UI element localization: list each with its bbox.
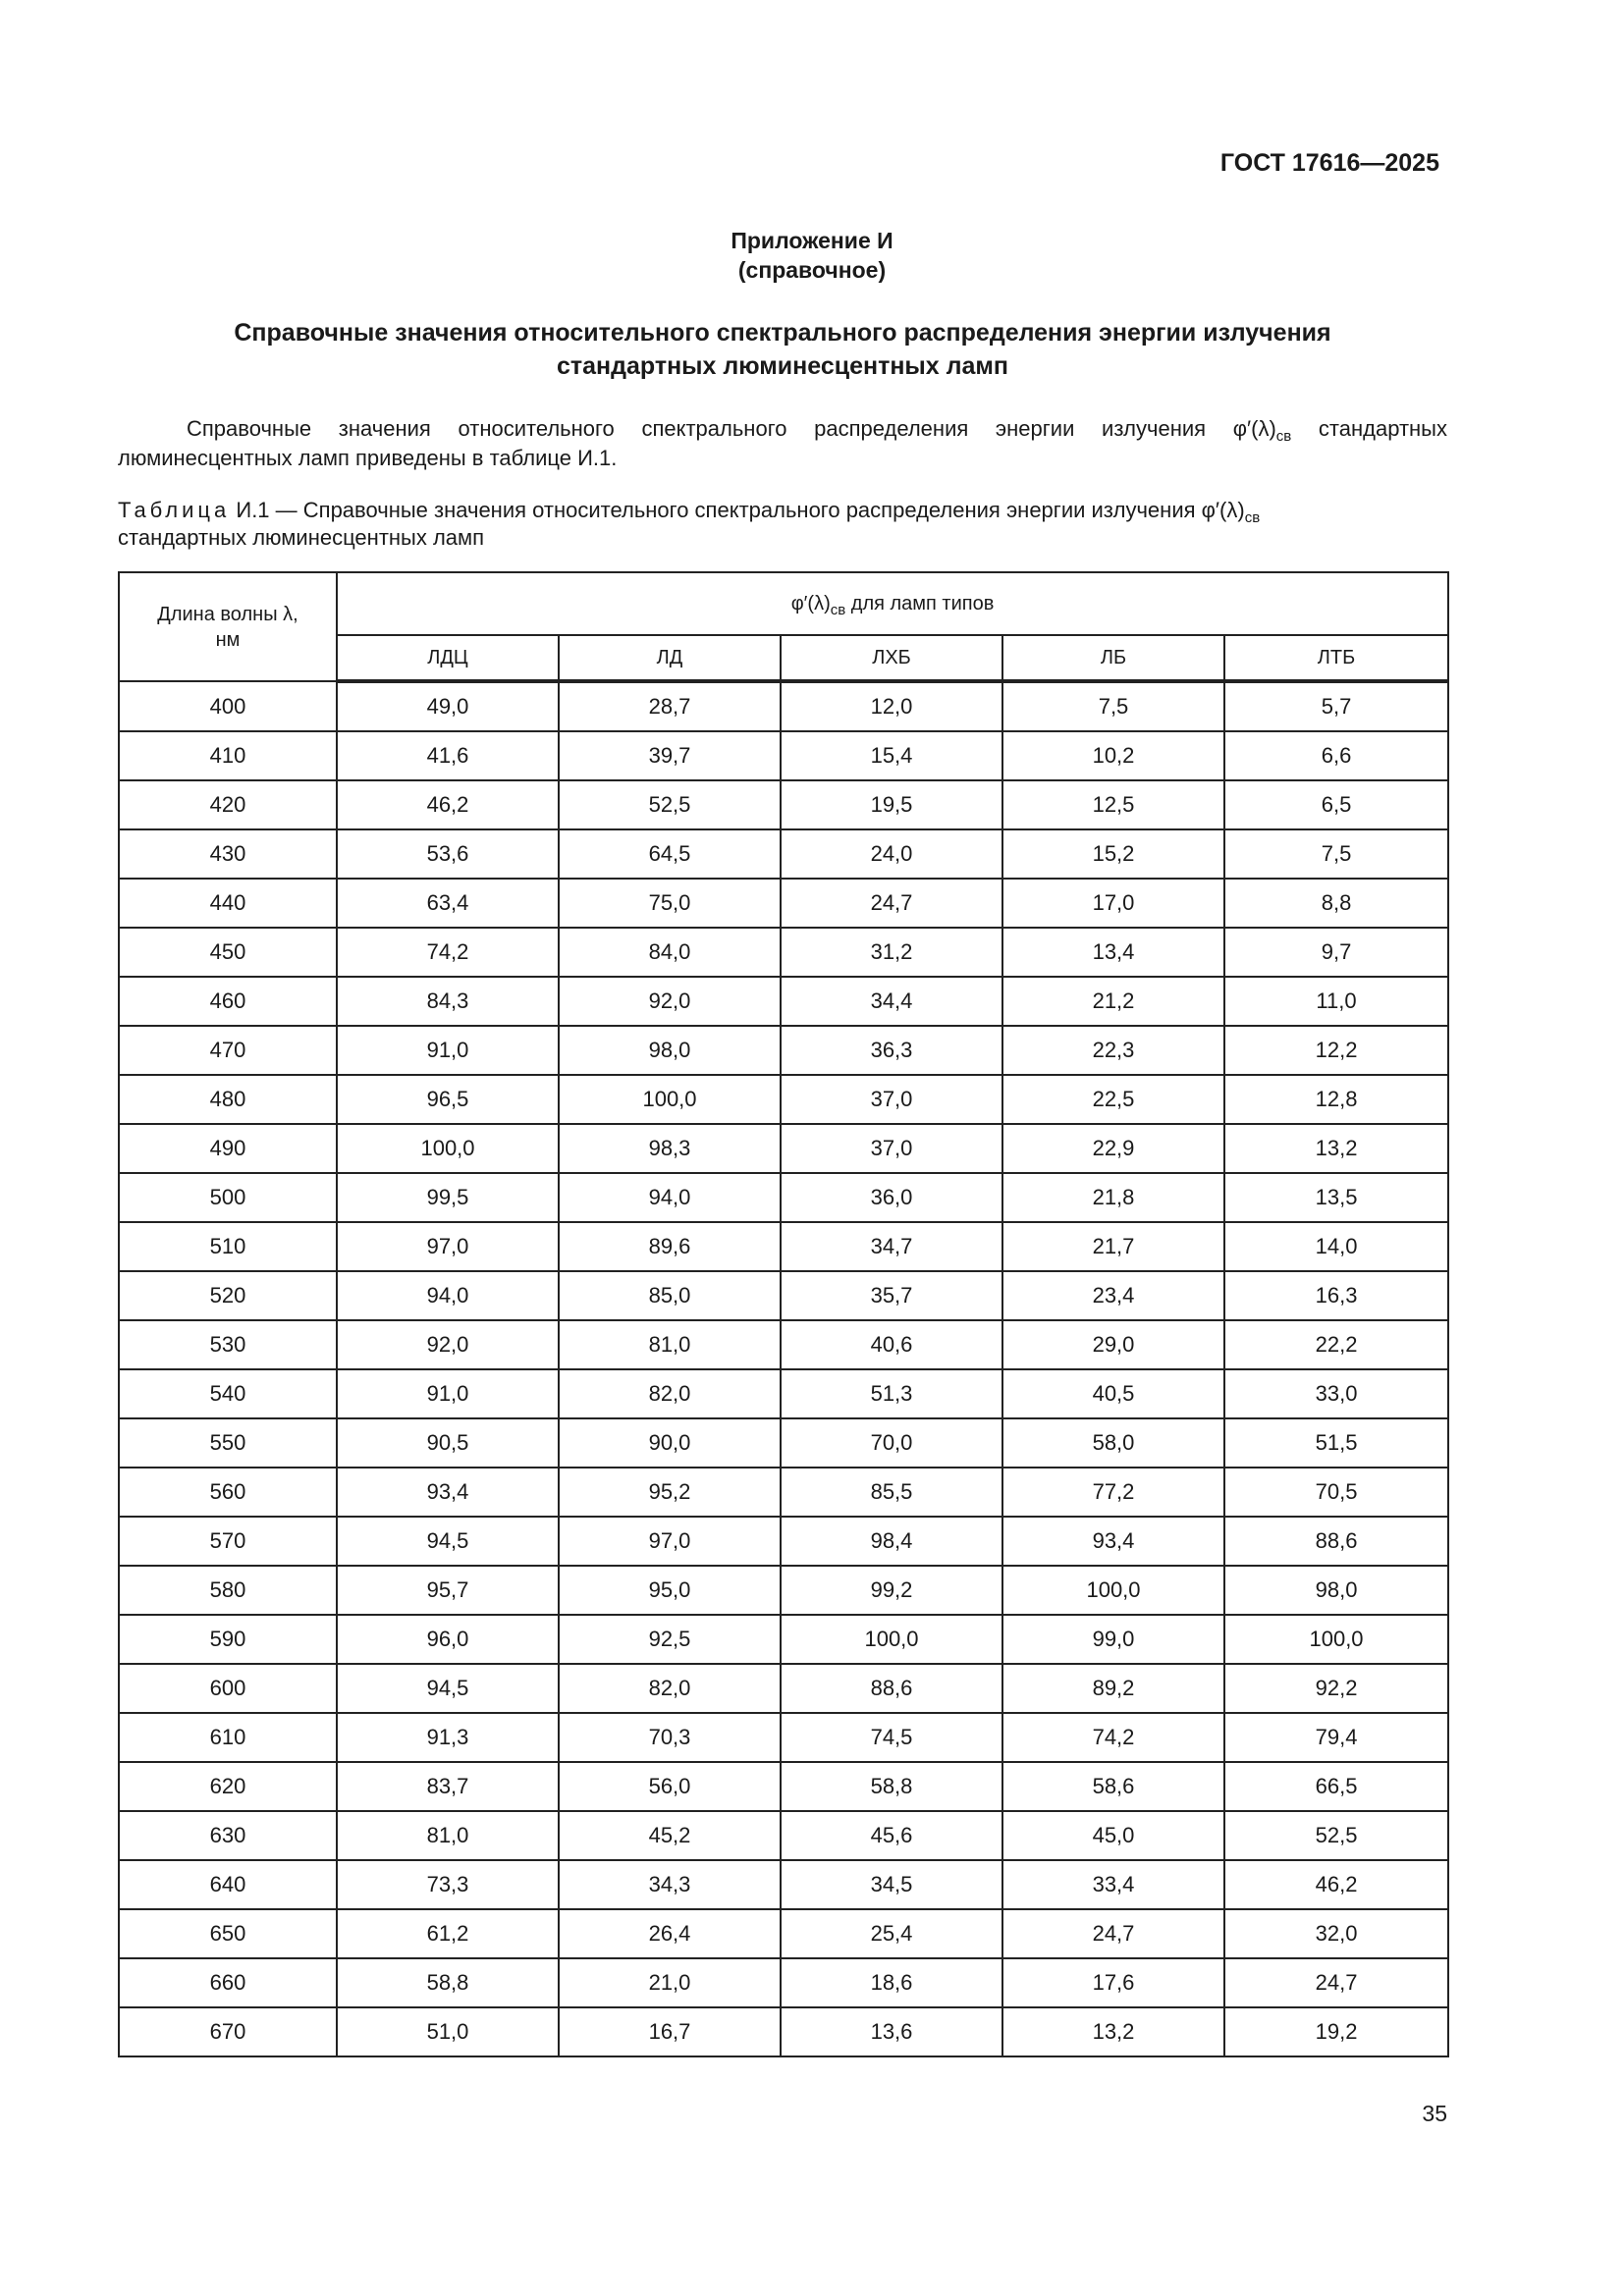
value-cell: 91,0 — [337, 1026, 559, 1075]
value-cell: 63,4 — [337, 879, 559, 928]
caption-text: И.1 — Справочные значения относительного спектрального распределения энергии излучения — [230, 498, 1202, 522]
value-cell: 93,4 — [337, 1468, 559, 1517]
table-row — [119, 1615, 1448, 1664]
value-cell: 85,5 — [781, 1468, 1002, 1517]
table-row — [119, 1811, 1448, 1860]
value-cell: 98,0 — [559, 1026, 781, 1075]
appendix-heading — [0, 226, 1624, 285]
value-cell: 17,0 — [1002, 879, 1224, 928]
value-cell: 94,0 — [337, 1271, 559, 1320]
value-cell: 21,0 — [559, 1958, 781, 2007]
value-cell: 58,8 — [781, 1762, 1002, 1811]
table-row — [119, 977, 1448, 1026]
intro-text-2: стандартных люминесцентных ламп приведены в таблице И.1. — [118, 416, 1447, 470]
intro-paragraph — [118, 414, 1447, 473]
table-row — [119, 1468, 1448, 1517]
wavelength-cell: 530 — [119, 1320, 337, 1369]
value-cell: 35,7 — [781, 1271, 1002, 1320]
value-cell: 98,0 — [1224, 1566, 1448, 1615]
table-row — [119, 1566, 1448, 1615]
value-cell: 51,5 — [1224, 1418, 1448, 1468]
value-cell: 77,2 — [1002, 1468, 1224, 1517]
value-cell: 8,8 — [1224, 879, 1448, 928]
value-cell: 92,0 — [337, 1320, 559, 1369]
wavelength-cell: 480 — [119, 1075, 337, 1124]
wavelength-cell: 510 — [119, 1222, 337, 1271]
wavelength-cell: 450 — [119, 928, 337, 977]
value-cell: 10,2 — [1002, 731, 1224, 780]
value-cell: 31,2 — [781, 928, 1002, 977]
wavelength-cell: 490 — [119, 1124, 337, 1173]
value-cell: 29,0 — [1002, 1320, 1224, 1369]
value-cell: 100,0 — [1224, 1615, 1448, 1664]
value-cell: 11,0 — [1224, 977, 1448, 1026]
spectral-table — [118, 571, 1449, 2057]
wavelength-cell: 580 — [119, 1566, 337, 1615]
value-cell: 100,0 — [781, 1615, 1002, 1664]
lamp-type-header: ЛБ — [1002, 635, 1224, 681]
value-cell: 70,3 — [559, 1713, 781, 1762]
value-cell: 74,2 — [337, 928, 559, 977]
wavelength-cell: 500 — [119, 1173, 337, 1222]
intro-symbol-sub: св — [1275, 428, 1292, 445]
wavelength-cell: 550 — [119, 1418, 337, 1468]
wavelength-header — [119, 572, 337, 681]
value-cell: 24,0 — [781, 829, 1002, 879]
value-cell: 34,7 — [781, 1222, 1002, 1271]
value-cell: 5,7 — [1224, 681, 1448, 731]
value-cell: 52,5 — [1224, 1811, 1448, 1860]
value-cell: 16,7 — [559, 2007, 781, 2056]
value-cell: 94,5 — [337, 1517, 559, 1566]
value-cell: 12,0 — [781, 681, 1002, 731]
value-cell: 15,2 — [1002, 829, 1224, 879]
wavelength-cell: 610 — [119, 1713, 337, 1762]
value-cell: 13,2 — [1224, 1124, 1448, 1173]
value-cell: 92,2 — [1224, 1664, 1448, 1713]
lamp-group-header — [337, 572, 1448, 635]
value-cell: 90,5 — [337, 1418, 559, 1468]
table-row — [119, 731, 1448, 780]
lamp-type-header: ЛД — [559, 635, 781, 681]
table-row — [119, 1173, 1448, 1222]
table-row — [119, 681, 1448, 731]
value-cell: 51,0 — [337, 2007, 559, 2056]
value-cell: 40,6 — [781, 1320, 1002, 1369]
table-caption — [118, 497, 1447, 552]
value-cell: 6,6 — [1224, 731, 1448, 780]
value-cell: 96,0 — [337, 1615, 559, 1664]
value-cell: 100,0 — [559, 1075, 781, 1124]
value-cell: 36,3 — [781, 1026, 1002, 1075]
value-cell: 13,6 — [781, 2007, 1002, 2056]
value-cell: 93,4 — [1002, 1517, 1224, 1566]
table-row — [119, 1664, 1448, 1713]
value-cell: 82,0 — [559, 1664, 781, 1713]
value-cell: 52,5 — [559, 780, 781, 829]
wavelength-cell: 440 — [119, 879, 337, 928]
table-row — [119, 1369, 1448, 1418]
value-cell: 22,5 — [1002, 1075, 1224, 1124]
wavelength-header-line1: Длина волны λ, — [157, 603, 298, 625]
value-cell: 73,3 — [337, 1860, 559, 1909]
value-cell: 75,0 — [559, 879, 781, 928]
value-cell: 21,7 — [1002, 1222, 1224, 1271]
value-cell: 36,0 — [781, 1173, 1002, 1222]
value-cell: 81,0 — [559, 1320, 781, 1369]
wavelength-cell: 520 — [119, 1271, 337, 1320]
caption-word: Таблица — [118, 498, 231, 522]
value-cell: 58,8 — [337, 1958, 559, 2007]
value-cell: 84,0 — [559, 928, 781, 977]
value-cell: 91,0 — [337, 1369, 559, 1418]
value-cell: 22,9 — [1002, 1124, 1224, 1173]
table-row — [119, 1860, 1448, 1909]
value-cell: 84,3 — [337, 977, 559, 1026]
wavelength-cell: 660 — [119, 1958, 337, 2007]
value-cell: 92,0 — [559, 977, 781, 1026]
value-cell: 34,5 — [781, 1860, 1002, 1909]
value-cell: 7,5 — [1002, 681, 1224, 731]
title-line-2: стандартных люминесцентных ламп — [556, 352, 1009, 380]
wavelength-cell: 560 — [119, 1468, 337, 1517]
value-cell: 9,7 — [1224, 928, 1448, 977]
value-cell: 21,8 — [1002, 1173, 1224, 1222]
value-cell: 92,5 — [559, 1615, 781, 1664]
wavelength-cell: 590 — [119, 1615, 337, 1664]
value-cell: 46,2 — [337, 780, 559, 829]
table-row — [119, 1762, 1448, 1811]
table-row — [119, 1958, 1448, 2007]
value-cell: 97,0 — [559, 1517, 781, 1566]
value-cell: 33,0 — [1224, 1369, 1448, 1418]
value-cell: 24,7 — [1224, 1958, 1448, 2007]
value-cell: 99,0 — [1002, 1615, 1224, 1664]
value-cell: 22,2 — [1224, 1320, 1448, 1369]
value-cell: 74,5 — [781, 1713, 1002, 1762]
value-cell: 17,6 — [1002, 1958, 1224, 2007]
table-row — [119, 1124, 1448, 1173]
value-cell: 49,0 — [337, 681, 559, 731]
value-cell: 33,4 — [1002, 1860, 1224, 1909]
table-row — [119, 2007, 1448, 2056]
value-cell: 95,2 — [559, 1468, 781, 1517]
value-cell: 40,5 — [1002, 1369, 1224, 1418]
value-cell: 14,0 — [1224, 1222, 1448, 1271]
title-line-1: Справочные значения относительного спектрального распределения энергии излучения — [234, 319, 1331, 347]
wavelength-cell: 540 — [119, 1369, 337, 1418]
value-cell: 13,2 — [1002, 2007, 1224, 2056]
value-cell: 95,7 — [337, 1566, 559, 1615]
value-cell: 39,7 — [559, 731, 781, 780]
value-cell: 100,0 — [337, 1124, 559, 1173]
group-symbol: φ′(λ) — [790, 592, 831, 614]
table-row — [119, 1271, 1448, 1320]
value-cell: 89,6 — [559, 1222, 781, 1271]
value-cell: 34,4 — [781, 977, 1002, 1026]
table-row — [119, 780, 1448, 829]
value-cell: 12,5 — [1002, 780, 1224, 829]
value-cell: 15,4 — [781, 731, 1002, 780]
value-cell: 88,6 — [1224, 1517, 1448, 1566]
value-cell: 64,5 — [559, 829, 781, 879]
table-row — [119, 928, 1448, 977]
group-symbol-sub: св — [830, 601, 846, 618]
lamp-type-header: ЛХБ — [781, 635, 1002, 681]
value-cell: 94,0 — [559, 1173, 781, 1222]
value-cell: 99,2 — [781, 1566, 1002, 1615]
value-cell: 45,6 — [781, 1811, 1002, 1860]
table-row — [119, 1909, 1448, 1958]
table-row — [119, 1222, 1448, 1271]
wavelength-cell: 650 — [119, 1909, 337, 1958]
value-cell: 95,0 — [559, 1566, 781, 1615]
value-cell: 34,3 — [559, 1860, 781, 1909]
caption-tail: стандартных люминесцентных ламп — [118, 525, 485, 550]
value-cell: 91,3 — [337, 1713, 559, 1762]
value-cell: 94,5 — [337, 1664, 559, 1713]
value-cell: 22,3 — [1002, 1026, 1224, 1075]
table-row — [119, 1517, 1448, 1566]
value-cell: 58,6 — [1002, 1762, 1224, 1811]
wavelength-cell: 470 — [119, 1026, 337, 1075]
value-cell: 53,6 — [337, 829, 559, 879]
wavelength-cell: 620 — [119, 1762, 337, 1811]
value-cell: 13,4 — [1002, 928, 1224, 977]
value-cell: 45,2 — [559, 1811, 781, 1860]
wavelength-cell: 570 — [119, 1517, 337, 1566]
wavelength-cell: 410 — [119, 731, 337, 780]
value-cell: 82,0 — [559, 1369, 781, 1418]
lamp-type-header: ЛТБ — [1224, 635, 1448, 681]
value-cell: 100,0 — [1002, 1566, 1224, 1615]
table-row — [119, 1418, 1448, 1468]
wavelength-cell: 640 — [119, 1860, 337, 1909]
value-cell: 98,4 — [781, 1517, 1002, 1566]
value-cell: 97,0 — [337, 1222, 559, 1271]
standard-code: ГОСТ 17616—2025 — [1219, 149, 1439, 177]
value-cell: 21,2 — [1002, 977, 1224, 1026]
table-row — [119, 1713, 1448, 1762]
value-cell: 24,7 — [1002, 1909, 1224, 1958]
group-text: для ламп типов — [845, 592, 995, 614]
table-row — [119, 1075, 1448, 1124]
value-cell: 51,3 — [781, 1369, 1002, 1418]
wavelength-cell: 600 — [119, 1664, 337, 1713]
wavelength-header-line2: нм — [215, 628, 241, 651]
value-cell: 19,5 — [781, 780, 1002, 829]
value-cell: 81,0 — [337, 1811, 559, 1860]
value-cell: 7,5 — [1224, 829, 1448, 879]
wavelength-cell: 400 — [119, 681, 337, 731]
value-cell: 70,0 — [781, 1418, 1002, 1468]
value-cell: 12,8 — [1224, 1075, 1448, 1124]
value-cell: 88,6 — [781, 1664, 1002, 1713]
table-row — [119, 1320, 1448, 1369]
table-row — [119, 879, 1448, 928]
wavelength-cell: 670 — [119, 2007, 337, 2056]
caption-symbol: φ′(λ) — [1201, 498, 1245, 522]
document-title — [118, 316, 1447, 383]
table-row — [119, 829, 1448, 879]
value-cell: 98,3 — [559, 1124, 781, 1173]
value-cell: 85,0 — [559, 1271, 781, 1320]
intro-symbol: φ′(λ) — [1232, 416, 1276, 441]
value-cell: 25,4 — [781, 1909, 1002, 1958]
value-cell: 41,6 — [337, 731, 559, 780]
table-row — [119, 1026, 1448, 1075]
value-cell: 96,5 — [337, 1075, 559, 1124]
value-cell: 37,0 — [781, 1124, 1002, 1173]
lamp-type-header: ЛДЦ — [337, 635, 559, 681]
value-cell: 89,2 — [1002, 1664, 1224, 1713]
value-cell: 58,0 — [1002, 1418, 1224, 1468]
table-body — [119, 681, 1448, 2056]
wavelength-cell: 460 — [119, 977, 337, 1026]
value-cell: 46,2 — [1224, 1860, 1448, 1909]
value-cell: 6,5 — [1224, 780, 1448, 829]
wavelength-cell: 630 — [119, 1811, 337, 1860]
value-cell: 13,5 — [1224, 1173, 1448, 1222]
value-cell: 19,2 — [1224, 2007, 1448, 2056]
appendix-status: (справочное) — [737, 257, 887, 283]
value-cell: 70,5 — [1224, 1468, 1448, 1517]
appendix-label: Приложение И — [731, 228, 893, 253]
value-cell: 28,7 — [559, 681, 781, 731]
value-cell: 74,2 — [1002, 1713, 1224, 1762]
value-cell: 90,0 — [559, 1418, 781, 1468]
value-cell: 18,6 — [781, 1958, 1002, 2007]
value-cell: 66,5 — [1224, 1762, 1448, 1811]
value-cell: 32,0 — [1224, 1909, 1448, 1958]
value-cell: 56,0 — [559, 1762, 781, 1811]
value-cell: 26,4 — [559, 1909, 781, 1958]
value-cell: 99,5 — [337, 1173, 559, 1222]
intro-text-1: Справочные значения относительного спектрального распределения энергии излучения — [187, 416, 1233, 441]
value-cell: 61,2 — [337, 1909, 559, 1958]
page-number: 35 — [1422, 2101, 1447, 2126]
wavelength-cell: 430 — [119, 829, 337, 879]
wavelength-cell: 420 — [119, 780, 337, 829]
value-cell: 37,0 — [781, 1075, 1002, 1124]
value-cell: 23,4 — [1002, 1271, 1224, 1320]
value-cell: 45,0 — [1002, 1811, 1224, 1860]
value-cell: 83,7 — [337, 1762, 559, 1811]
caption-symbol-sub: св — [1244, 509, 1261, 526]
value-cell: 16,3 — [1224, 1271, 1448, 1320]
value-cell: 24,7 — [781, 879, 1002, 928]
value-cell: 12,2 — [1224, 1026, 1448, 1075]
value-cell: 79,4 — [1224, 1713, 1448, 1762]
